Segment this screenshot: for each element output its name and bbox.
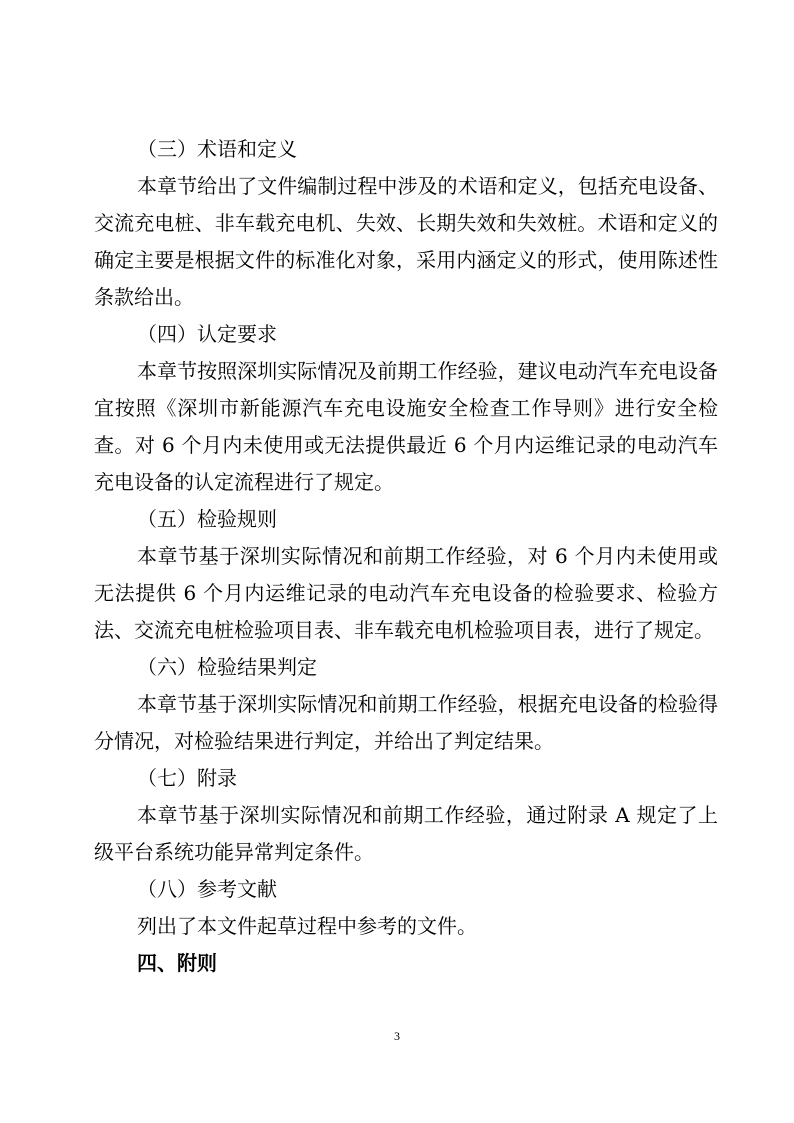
heading-identification-requirements: （四）认定要求	[137, 322, 277, 346]
heading-references: （八）参考文献	[137, 877, 277, 901]
paragraph-references: 列出了本文件起草过程中参考的文件。	[137, 914, 477, 938]
paragraph-inspection-result-judgment: 本章节基于深圳实际情况和前期工作经验，根据充电设备的检验得分情况，对检验结果进行判定，并给出了判定结果。	[94, 692, 718, 753]
section-title-supplementary-provisions: 四、附则	[137, 951, 217, 975]
heading-inspection-rules: （五）检验规则	[137, 507, 277, 531]
heading-appendix: （七）附录	[137, 766, 237, 790]
document-body	[94, 131, 718, 982]
page-number: 3	[394, 1029, 400, 1043]
paragraph-identification-requirements: 本章节按照深圳实际情况及前期工作经验，建议电动汽车充电设备宜按照《深圳市新能源汽车充电设施安全检查工作导则》进行安全检查。对 6 个月内未使用或无法提供最近 6 个月内运维记录的电动汽车充电设备的认定流程进行了规定。	[94, 359, 718, 494]
heading-terms-definitions: （三）术语和定义	[137, 137, 297, 161]
paragraph-inspection-rules: 本章节基于深圳实际情况和前期工作经验，对 6 个月内未使用或无法提供 6 个月内运维记录的电动汽车充电设备的检验要求、检验方法、交流充电桩检验项目表、非车载充电机检验项目表，进行了规定。	[94, 544, 718, 642]
paragraph-terms-definitions: 本章节给出了文件编制过程中涉及的术语和定义，包括充电设备、交流充电桩、非车载充电机、失效、长期失效和失效桩。术语和定义的确定主要是根据文件的标准化对象，采用内涵定义的形式，使用陈述性条款给出。	[94, 174, 718, 309]
paragraph-appendix: 本章节基于深圳实际情况和前期工作经验，通过附录 A 规定了上级平台系统功能异常判定条件。	[94, 803, 718, 864]
heading-inspection-result-judgment: （六）检验结果判定	[137, 655, 317, 679]
